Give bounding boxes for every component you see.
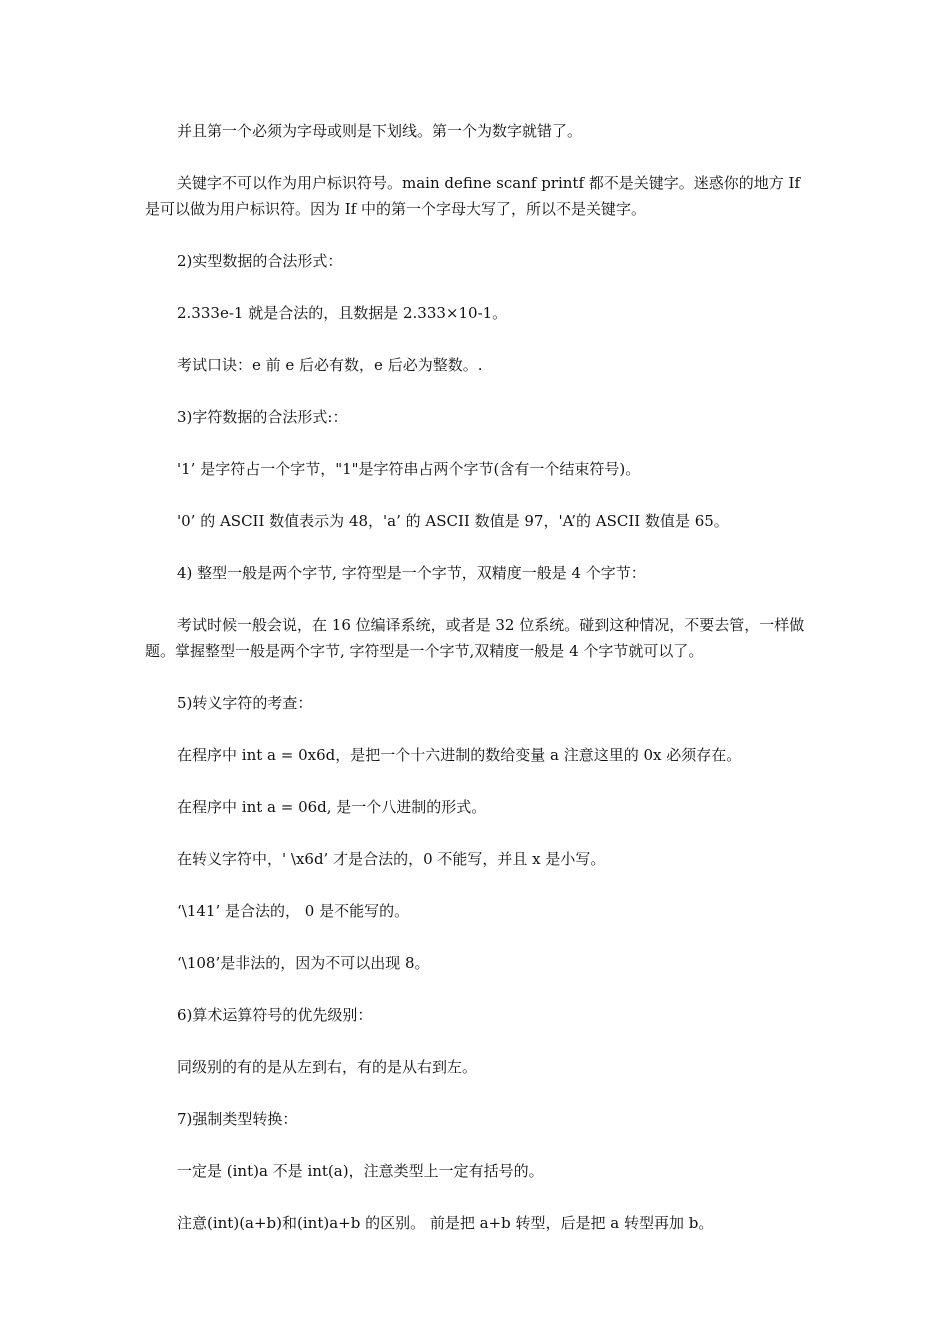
paragraph: '0’ 的 ASCII 数值表示为 48，'a’ 的 ASCII 数值是 97，'A’的 ASCII 数值是 65。 [177,512,729,530]
paragraph: 注意(int)(a+b)和(int)a+b 的区别。 前是把 a+b 转型，后是把 a 转型再加 b。 [177,1214,714,1232]
paragraph: 在程序中 int a = 0x6d，是把一个十六进制的数给变量 a 注意这里的 0x 必须存在。 [177,746,742,764]
section-heading: 2)实型数据的合法形式： [177,252,343,270]
paragraph: 同级别的有的是从左到右，有的是从右到左。 [177,1058,478,1076]
paragraph: ‘\108’是非法的，因为不可以出现 8。 [177,954,430,972]
paragraph: 并且第一个必须为字母或则是下划线。第一个为数字就错了。 [177,122,583,140]
paragraph: 在程序中 int a = 06d, 是一个八进制的形式。 [177,798,487,816]
document-body [145,118,810,1262]
paragraph: ‘\141’ 是合法的， 0 是不能写的。 [177,902,410,920]
section-heading: 3)字符数据的合法形式:： [177,408,348,426]
paragraph: 考试口诀：e 前 e 后必有数，e 后必为整数。. [177,356,483,374]
section-heading: 6)算术运算符号的优先级别： [177,1006,373,1024]
section-heading: 4) 整型一般是两个字节, 字符型是一个字节，双精度一般是 4 个字节： [177,564,646,582]
paragraph: 一定是 (int)a 不是 int(a)，注意类型上一定有括号的。 [177,1162,544,1180]
section-heading: 5)转义字符的考查： [177,694,313,712]
paragraph: 考试时候一般会说，在 16 位编译系统，或者是 32 位系统。碰到这种情况，不要去管，一样做题。掌握整型一般是两个字节, 字符型是一个字节,双精度一般是 4 个字节就可以了。 [145,616,805,660]
section-heading: 7)强制类型转换： [177,1110,298,1128]
paragraph: 关键字不可以作为用户标识符号。main define scanf printf 都不是关键字。迷惑你的地方 If 是可以做为用户标识符。因为 If 中的第一个字母大写了，所以不是关键字。 [145,174,805,218]
paragraph: 2.333e-1 就是合法的，且数据是 2.333×10-1。 [177,304,508,322]
paragraph: '1’ 是字符占一个字节，"1"是字符串占两个字节(含有一个结束符号)。 [177,460,641,478]
paragraph: 在转义字符中，' \x6d’ 才是合法的，0 不能写，并且 x 是小写。 [177,850,606,868]
